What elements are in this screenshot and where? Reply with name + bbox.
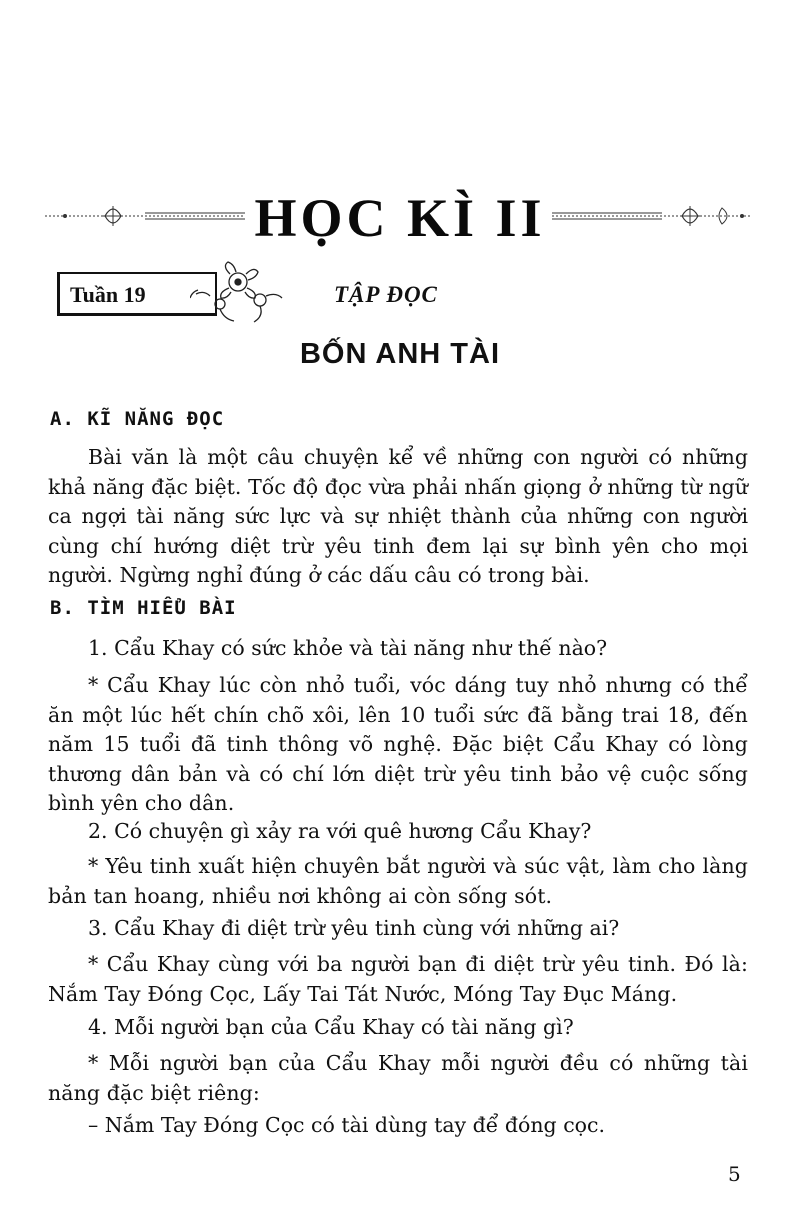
answer-4-item-1: – Nắm Tay Đóng Cọc có tài dùng tay để đóng cọc. <box>88 1113 606 1137</box>
section-a-heading: A. KĨ NĂNG ĐỌC <box>50 408 225 430</box>
question-1: 1. Cẩu Khay có sức khỏe và tài năng như thế nào? <box>88 636 608 660</box>
answer-2: * Yêu tinh xuất hiện chuyên bắt người và súc vật, làm cho làng bản tan hoang, nhiều nơi không ai còn sống sót. <box>48 854 748 908</box>
week-label: Tuần 19 <box>70 282 146 307</box>
semester-title: HỌC KÌ II <box>254 188 546 248</box>
flower-ornament-icon <box>190 260 290 330</box>
section-a-body: Bài văn là một câu chuyện kể về những con người có những khả năng đặc biệt. Tốc độ đọc vừa phải nhấn giọng ở những từ ngữ ca ngợi tài năng sức lực và sự nhiệt thành của những con người cùng chí hướng diệt trừ yêu tinh đem lại sự bình yên cho mọi người. Ngừng nghỉ đúng ở các dấu câu có trong bài. <box>48 445 748 587</box>
lesson-title: BỐN ANH TÀI <box>299 338 501 370</box>
question-4: 4. Mỗi người bạn của Cẩu Khay có tài năng gì? <box>88 1015 574 1039</box>
question-3: 3. Cẩu Khay đi diệt trừ yêu tinh cùng với những ai? <box>88 916 620 940</box>
right-ornament-icon <box>552 196 752 236</box>
answer-1: * Cẩu Khay lúc còn nhỏ tuổi, vóc dáng tuy nhỏ nhưng có thể ăn một lúc hết chín chõ xôi, lên 10 tuổi sức đã bằng trai 18, đến năm 15 tuổi đã tinh thông võ nghệ. Đặc biệt Cẩu Khay có lòng thương dân bản và có chí lớn diệt trừ yêu tinh bảo vệ cuộc sống bình yên cho dân. <box>48 673 748 815</box>
answer-3: * Cẩu Khay cùng với ba người bạn đi diệt trừ yêu tinh. Đó là: Nắm Tay Đóng Cọc, Lấy Tai Tát Nước, Móng Tay Đục Máng. <box>48 952 748 1006</box>
answer-4: * Mỗi người bạn của Cẩu Khay mỗi người đều có những tài năng đặc biệt riêng: <box>48 1051 748 1105</box>
page-number: 5 <box>728 1162 741 1186</box>
section-label: TẬP ĐỌC <box>334 282 438 307</box>
semester-header <box>0 188 800 248</box>
section-b-heading: B. TÌM HIỂU BÀI <box>50 597 237 619</box>
question-2: 2. Có chuyện gì xảy ra với quê hương Cẩu Khay? <box>88 819 592 843</box>
